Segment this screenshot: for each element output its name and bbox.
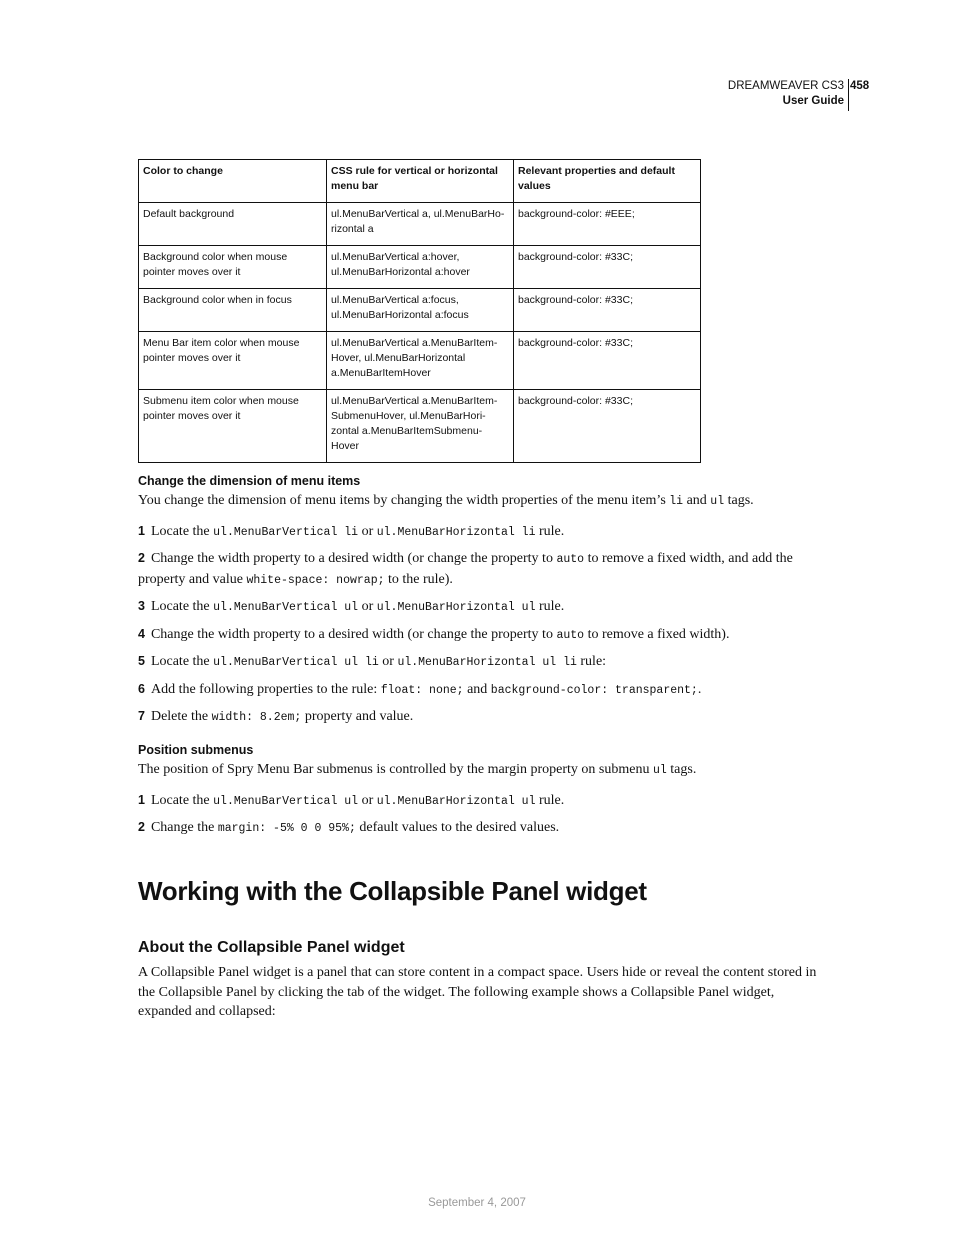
table-cell: background-color: #EEE;	[514, 203, 701, 246]
step-6: 6 Add the following properties to the rule: float: none; and background-color: transparent;.	[138, 681, 702, 697]
step-2: 2 Change the width property to a desired width (or change the property to auto to remove a fixed width, and add the property and value white-space: nowrap; to the rule).	[138, 551, 793, 587]
dimension-section	[138, 474, 818, 728]
paragraph: The position of Spry Menu Bar submenus is controlled by the margin property on submenu ul tags.	[138, 762, 697, 777]
table-cell: ul.MenuBarVertical a, ul.MenuBarHo-rizontal a	[327, 203, 514, 246]
chapter-heading: Working with the Collapsible Panel widget	[138, 876, 647, 906]
menu-color-table	[138, 159, 701, 463]
running-header	[728, 79, 844, 109]
page-number: 458	[850, 80, 870, 92]
step-5: 5 Locate the ul.MenuBarVertical ul li or ul.MenuBarHorizontal ul li rule:	[138, 654, 607, 669]
column-header: Relevant properties and default values	[514, 160, 701, 203]
step-2: 2 Change the margin: -5% 0 0 95%; default values to the desired values.	[138, 820, 560, 835]
step-7: 7 Delete the width: 8.2em; property and value.	[138, 709, 414, 724]
step-1: 1 Locate the ul.MenuBarVertical li or ul.MenuBarHorizontal li rule.	[138, 523, 565, 539]
table-cell: ul.MenuBarVertical a:focus, ul.MenuBarHorizontal a:focus	[327, 289, 514, 332]
table-header-row	[139, 160, 701, 203]
guide-name: User Guide	[782, 95, 844, 107]
footer-date: September 4, 2007	[428, 1197, 526, 1209]
table-cell: ul.MenuBarVertical a:hover, ul.MenuBarHorizontal a:hover	[327, 246, 514, 289]
table-row	[139, 390, 701, 463]
column-header: CSS rule for vertical or horizontal menu bar	[327, 160, 514, 203]
table-cell: ul.MenuBarVertical a.MenuBarItem-SubmenuHover, ul.MenuBarHori-zontal a.MenuBarItemSubmenu-Hover	[327, 390, 514, 463]
step-3: 3 Locate the ul.MenuBarVertical ul or ul.MenuBarHorizontal ul rule.	[138, 599, 565, 614]
paragraph: A Collapsible Panel widget is a panel that can store content in a compact space. Users hide or reveal the content stored in the Collapsible Panel by clicking the tab of the widget. The following example shows a Collapsible Panel widget, expanded and collapsed:	[138, 965, 817, 1019]
step-1: 1 Locate the ul.MenuBarVertical ul or ul.MenuBarHorizontal ul rule.	[138, 792, 565, 808]
table-cell: background-color: #33C;	[514, 289, 701, 332]
table-cell: Background color when in focus	[139, 289, 327, 332]
product-name: DREAMWEAVER CS3	[727, 80, 844, 92]
table-row	[139, 332, 701, 390]
table-row	[139, 203, 701, 246]
step-4: 4 Change the width property to a desired width (or change the property to auto to remove a fixed width).	[138, 626, 730, 642]
submenus-section	[138, 743, 818, 839]
table-row	[139, 289, 701, 332]
paragraph: You change the dimension of menu items by changing the width properties of the menu item’s li and ul tags.	[138, 493, 754, 508]
header-divider	[848, 79, 849, 111]
column-header: Color to change	[139, 160, 327, 203]
table-cell: background-color: #33C;	[514, 390, 701, 463]
section-heading: Position submenus	[138, 743, 254, 757]
table-cell: Menu Bar item color when mouse pointer moves over it	[139, 332, 327, 390]
table-row	[139, 246, 701, 289]
table-cell: ul.MenuBarVertical a.MenuBarItem-Hover, ul.MenuBarHorizontal a.MenuBarItemHover	[327, 332, 514, 390]
table-cell: background-color: #33C;	[514, 332, 701, 390]
about-section	[138, 963, 818, 1022]
table-cell: Submenu item color when mouse pointer moves over it	[139, 390, 327, 463]
table-cell: background-color: #33C;	[514, 246, 701, 289]
section-heading: Change the dimension of menu items	[138, 474, 361, 488]
table-cell: Default background	[139, 203, 327, 246]
subsection-heading: About the Collapsible Panel widget	[138, 939, 405, 956]
table-cell: Background color when mouse pointer moves over it	[139, 246, 327, 289]
